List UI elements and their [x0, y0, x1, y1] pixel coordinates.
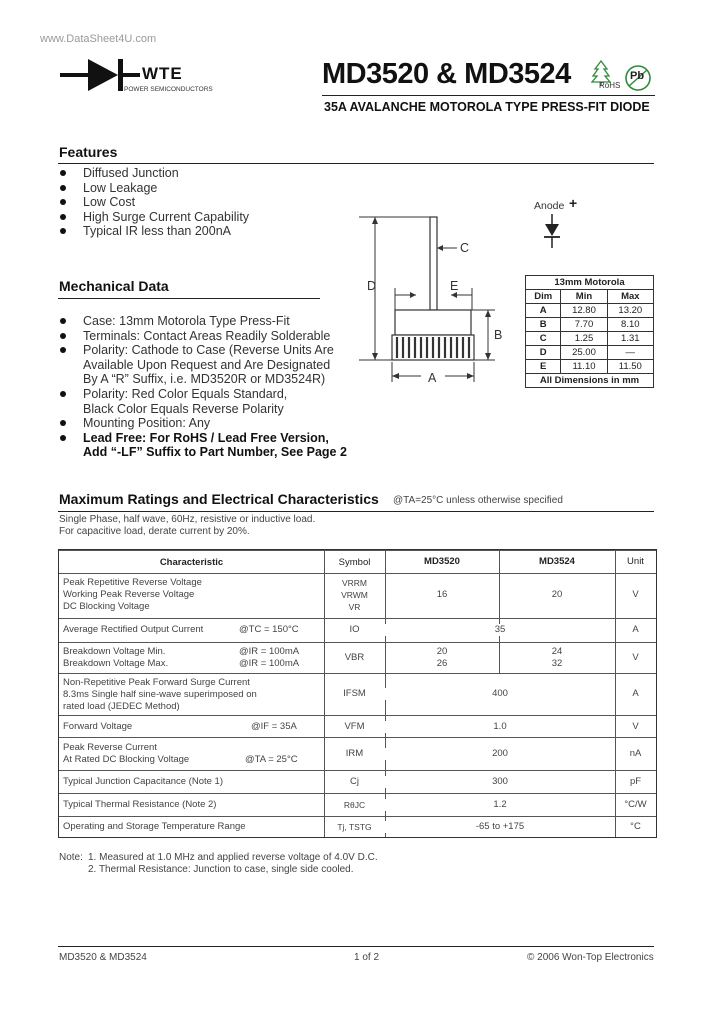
- dimension-table-footer: All Dimensions in mm: [526, 374, 654, 388]
- dim-label-d: D: [367, 279, 377, 293]
- dimension-table-title: 13mm Motorola: [526, 276, 654, 290]
- table-cell: Breakdown Voltage Max.: [63, 658, 169, 670]
- list-item: Typical IR less than 200nA: [58, 224, 358, 239]
- table-cell: C: [526, 332, 561, 346]
- table-cell: @IR = 100mA: [239, 646, 300, 657]
- table-cell: Breakdown Voltage Min.: [63, 646, 166, 657]
- table-cell: nA: [629, 748, 642, 759]
- table-row: [59, 770, 656, 793]
- table-cell: Non-Repetitive Peak Forward Surge Current: [63, 677, 250, 688]
- column-header: Max: [607, 290, 653, 304]
- ratings-note-1: Single Phase, half wave, 60Hz, resistive or inductive load.: [59, 514, 316, 525]
- table-cell: 1.31: [607, 332, 653, 346]
- list-item: By A “R” Suffix, i.e. MD3520R or MD3524R): [83, 372, 326, 387]
- table-cell: DC Blocking Voltage: [63, 601, 150, 613]
- list-item: Lead Free: For RoHS / Lead Free Version,: [58, 431, 358, 446]
- table-cell: —: [607, 346, 653, 360]
- table-cell: 1.25: [561, 332, 607, 346]
- features-title: Features: [59, 144, 118, 160]
- table-cell: Working Peak Reverse Voltage: [63, 589, 195, 601]
- column-header: MD3524: [539, 556, 575, 567]
- table-cell: 1.2: [385, 799, 615, 811]
- table-cell: 24: [551, 646, 563, 657]
- table-row: [526, 318, 654, 332]
- table-cell: VRRM: [341, 578, 368, 588]
- table-cell: °C: [630, 821, 641, 832]
- anode-plus: +: [569, 195, 578, 211]
- dimension-table: [525, 275, 654, 388]
- table-cell: 400: [385, 688, 615, 700]
- table-cell: A: [632, 688, 639, 699]
- ratings-condition: @TA=25°C unless otherwise specified: [393, 495, 563, 506]
- table-cell: 12.80: [561, 304, 607, 318]
- table-cell: 26: [436, 658, 448, 670]
- list-item: Mounting Position: Any: [58, 416, 358, 431]
- footer-part-number: MD3520 & MD3524: [59, 952, 147, 963]
- table-cell: 25.00: [561, 346, 607, 360]
- page-title: MD3520 & MD3524: [322, 58, 571, 90]
- table-cell: 1.0: [385, 721, 615, 733]
- mechanical-list: [58, 314, 358, 460]
- anode-label: Anode: [534, 200, 565, 212]
- table-cell: V: [632, 721, 639, 732]
- note-2: 2. Thermal Resistance: Junction to case, single side cooled.: [88, 864, 354, 875]
- list-item: Add “-LF” Suffix to Part Number, See Page 2: [83, 445, 347, 460]
- list-item: Polarity: Red Color Equals Standard,: [58, 387, 358, 402]
- table-cell: Forward Voltage: [63, 721, 133, 732]
- list-item: High Surge Current Capability: [58, 210, 358, 225]
- column-header: Dim: [526, 290, 561, 304]
- table-cell: -65 to +175: [385, 821, 615, 833]
- table-cell: Typical Junction Capacitance (Note 1): [63, 776, 223, 787]
- list-item: Terminals: Contact Areas Readily Solderable: [58, 329, 358, 344]
- table-cell: D: [526, 346, 561, 360]
- table-row: [526, 304, 654, 318]
- table-cell: Average Rectified Output Current: [63, 624, 204, 635]
- mechanical-title: Mechanical Data: [59, 278, 169, 294]
- column-header: Characteristic: [159, 557, 224, 568]
- table-cell: Peak Reverse Current: [63, 742, 157, 753]
- table-cell: 11.50: [607, 360, 653, 374]
- table-cell: A: [526, 304, 561, 318]
- ratings-table: [58, 549, 657, 838]
- table-cell: Typical Thermal Resistance (Note 2): [63, 799, 217, 810]
- column-header: Symbol: [338, 557, 371, 568]
- list-item: Black Color Equals Reverse Polarity: [83, 401, 284, 416]
- table-cell: V: [632, 652, 639, 663]
- table-cell: 20: [436, 646, 448, 657]
- list-item: Polarity: Cathode to Case (Reverse Units Are: [58, 343, 358, 358]
- table-row: [59, 816, 656, 837]
- table-cell: VR: [348, 602, 361, 613]
- dim-label-c: C: [460, 241, 470, 255]
- dim-label-b: B: [494, 328, 503, 342]
- table-cell: Operating and Storage Temperature Range: [63, 821, 246, 832]
- table-cell: 11.10: [561, 360, 607, 374]
- ratings-note-2: For capacitive load, derate current by 20%.: [59, 526, 250, 537]
- table-cell: IO: [349, 624, 360, 635]
- table-cell: @IF = 35A: [251, 721, 297, 732]
- lead-free-label: Pb: [630, 70, 645, 82]
- table-cell: 20: [551, 589, 563, 600]
- table-cell: °C/W: [624, 799, 647, 810]
- column-header: Unit: [627, 556, 644, 567]
- diode-symbol-icon: [541, 214, 563, 248]
- table-row: [526, 346, 654, 360]
- table-row: [59, 737, 656, 770]
- notes-label: Note:: [59, 852, 83, 863]
- table-cell: VRWM: [341, 590, 368, 601]
- table-cell: Peak Repetitive Reverse Voltage: [63, 577, 202, 588]
- list-item: Diffused Junction: [58, 166, 358, 181]
- table-row: [59, 642, 656, 673]
- table-row: [59, 793, 656, 816]
- table-cell: Tj, TSTG: [337, 822, 372, 832]
- table-row: [59, 715, 656, 737]
- table-cell: B: [526, 318, 561, 332]
- package-drawing: [355, 210, 515, 390]
- table-cell: A: [632, 624, 639, 635]
- brand-subtitle: POWER SEMICONDUCTORS: [124, 86, 213, 93]
- table-cell: IFSM: [343, 688, 366, 699]
- column-header: MD3520: [424, 556, 460, 567]
- watermark: www.DataSheet4U.com: [40, 33, 157, 45]
- table-cell: 300: [385, 776, 615, 788]
- table-cell: 8.3ms Single half sine-wave superimposed on: [63, 689, 257, 701]
- table-row: [526, 332, 654, 346]
- table-cell: 35: [385, 624, 615, 636]
- dim-label-e: E: [450, 279, 459, 293]
- table-cell: 32: [551, 658, 563, 670]
- table-cell: @IR = 100mA: [239, 658, 300, 670]
- table-cell: 13.20: [607, 304, 653, 318]
- list-item: Available Upon Request and Are Designated: [83, 357, 331, 372]
- table-row: [526, 360, 654, 374]
- table-cell: 200: [385, 748, 615, 760]
- table-row: [59, 573, 656, 618]
- dim-label-a: A: [428, 371, 437, 385]
- table-cell: pF: [629, 776, 642, 787]
- page-subtitle: 35A AVALANCHE MOTOROLA TYPE PRESS-FIT DIODE: [324, 100, 650, 114]
- features-list: [58, 166, 358, 239]
- table-cell: E: [526, 360, 561, 374]
- list-item: Case: 13mm Motorola Type Press-Fit: [58, 314, 358, 329]
- table-cell: VFM: [344, 721, 365, 732]
- table-cell: 8.10: [607, 318, 653, 332]
- table-cell: @TA = 25°C: [245, 754, 298, 765]
- table-cell: @TC = 150°C: [239, 624, 299, 635]
- table-cell: IRM: [345, 748, 364, 759]
- ratings-title: Maximum Ratings and Electrical Characteristics: [59, 491, 379, 507]
- table-row: [59, 618, 656, 642]
- table-cell: RθJC: [343, 800, 366, 810]
- brand-name: WTE: [142, 64, 183, 83]
- table-header-row: [59, 550, 656, 573]
- list-item: Low Leakage: [58, 181, 358, 196]
- footer-copyright: © 2006 Won-Top Electronics: [527, 952, 654, 963]
- table-row: [59, 673, 656, 715]
- column-header: Min: [561, 290, 607, 304]
- list-item: Low Cost: [58, 195, 358, 210]
- table-cell: At Rated DC Blocking Voltage: [63, 754, 190, 766]
- note-1: 1. Measured at 1.0 MHz and applied reverse voltage of 4.0V D.C.: [88, 852, 378, 863]
- footer-page-number: 1 of 2: [354, 952, 380, 963]
- table-cell: 7.70: [561, 318, 607, 332]
- table-cell: V: [632, 589, 639, 600]
- rohs-label: RoHS: [599, 81, 621, 90]
- table-cell: rated load (JEDEC Method): [63, 701, 180, 713]
- table-cell: Cj: [350, 776, 359, 787]
- table-cell: 16: [436, 589, 448, 600]
- table-cell: VBR: [344, 652, 365, 663]
